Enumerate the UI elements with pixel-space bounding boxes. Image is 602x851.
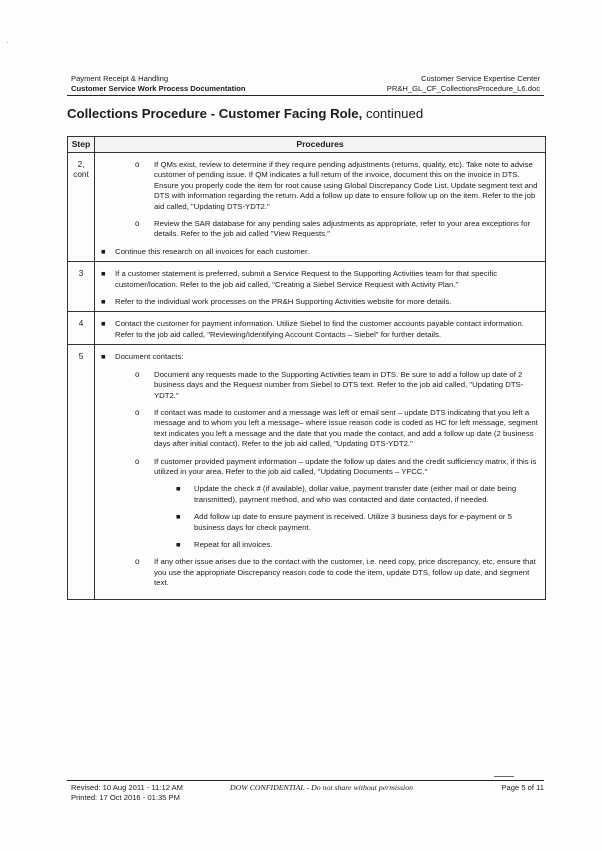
circle-bullet-icon: o — [135, 456, 140, 466]
table-header-row — [68, 137, 546, 153]
square-bullet-icon: ■ — [101, 352, 106, 362]
procedures-column-header: Procedures — [95, 137, 546, 153]
list-item — [95, 512, 539, 533]
list-item-text: Review the SAR database for any pending sales adjustments as appropriate, refer to your area exceptions for details. Refer to the job aid called "View Requests." — [154, 219, 531, 239]
procedure-cell — [95, 262, 546, 312]
title-main: Collections Procedure - Customer Facing Role, — [67, 106, 363, 121]
list-item — [95, 160, 539, 212]
procedure-table — [67, 136, 546, 600]
header-left-line2: Customer Service Work Process Documentation — [71, 83, 246, 93]
list-item — [95, 247, 539, 257]
list-item-text: If customer provided payment information – update the follow up dates and the credit sufficiency matrix, if this is utilized in your area. Refer to the job aid called, "Updating Documents – YFCC." — [154, 456, 537, 476]
table-row — [68, 345, 546, 599]
footer-rule — [67, 780, 544, 781]
list-item — [95, 219, 539, 240]
list-item — [95, 540, 539, 550]
revised-date: Revised: 10 Aug 2011 - 11:12 AM — [71, 783, 184, 792]
procedure-cell — [95, 153, 546, 262]
list-item — [95, 408, 539, 450]
list-item — [95, 352, 539, 362]
square-bullet-icon: ■ — [101, 319, 106, 329]
step-number-text: 2, cont — [73, 160, 89, 180]
step-number-text: 4 — [78, 319, 84, 329]
confidential-notice: DOW CONFIDENTIAL - Do not share without permission — [230, 783, 414, 792]
list-item-text: Add follow up date to ensure payment is received. Utilize 3 business days for e-payment or 5 business days for check payment. — [194, 512, 512, 532]
list-item — [95, 370, 539, 401]
list-item — [95, 269, 539, 290]
list-item-text: Continue this research on all invoices for each customer. — [115, 246, 310, 256]
circle-bullet-icon: o — [135, 219, 140, 229]
square-bullet-icon: ■ — [101, 297, 106, 307]
square-bullet-icon: ■ — [101, 246, 106, 256]
header-rule — [67, 95, 544, 96]
header-right-line1: Customer Service Expertise Center — [420, 74, 540, 83]
table-row — [68, 312, 546, 345]
step-number-text: 3 — [78, 269, 84, 279]
header-left-line1: Payment Receipt & Handling — [71, 74, 169, 83]
step-number-text: 5 — [78, 352, 84, 362]
procedure-cell — [95, 312, 546, 345]
square-bullet-icon: ■ — [176, 539, 181, 549]
footer-dates — [71, 783, 183, 803]
square-bullet-icon: ■ — [176, 512, 181, 522]
table-row — [68, 262, 546, 312]
circle-bullet-icon: o — [135, 557, 140, 567]
list-item — [95, 484, 539, 505]
step-number — [68, 312, 95, 345]
list-item — [95, 297, 539, 307]
circle-bullet-icon: o — [135, 407, 140, 417]
printed-date: Printed: 17 Oct 2016 - 01:35 PM — [71, 793, 180, 802]
footer-tick-mark — [494, 776, 514, 777]
table-row — [68, 153, 546, 262]
list-item-text: Repeat for all invoices. — [194, 539, 273, 549]
header-right-line2: PR&H_GL_CF_CollectionsProcedure_L6.doc — [386, 83, 540, 93]
circle-bullet-icon: o — [135, 369, 140, 379]
list-item — [95, 557, 539, 588]
list-item-text: Document contacts: — [115, 352, 184, 362]
list-item-text: If contact was made to customer and a message was left or email sent – update DTS indicating that you left a message and to whom you left a message– where issue reason code is coded as HC for left message, segment text indicates you left a message and the date that you made the contact, and add a follow up date (2 business days after initial contact). Refer to the job aid called, "Updating DTS-YDT2." — [154, 407, 538, 449]
procedure-cell — [95, 345, 546, 599]
page-title — [67, 106, 423, 121]
list-item-text: Contact the customer for payment information. Utilize Siebel to find the customer accounts payable contact information. Refer to the job aid called, "Reviewing/Identifying Account Contacts – Siebel" for further details. — [115, 319, 524, 339]
list-item — [95, 457, 539, 478]
list-item-text: If QMs exist, review to determine if they require pending adjustments (returns, quality, etc). Take note to advise customer of pending issue. If QM indicates a full return of the invoice, document this on the invoice in DTS. Ensure you properly code the item for root cause using Global Discrepancy Code List. Update segment text and DTS with information regarding the return. Add a follow up date to ensure follow up on the item. Refer to the job aid called, "Updating DTS-YDT2." — [154, 160, 538, 211]
header-left — [71, 74, 246, 93]
step-number — [68, 153, 95, 262]
list-item-text: If a customer statement is preferred, submit a Service Request to the Supporting Activities team for that specific customer/location. Refer to the job aid called, "Creating a Siebel Service Request with Activity Plan." — [115, 269, 498, 289]
square-bullet-icon: ■ — [176, 484, 181, 494]
scan-mark: · — [6, 38, 9, 47]
page-number: Page 5 of 11 — [501, 783, 544, 792]
list-item-text: Update the check # (if available), dollar value, payment transfer date (either mail or date being transmitted), payment method, and who was contacted and date contacted, if needed. — [194, 484, 517, 504]
header-right — [387, 74, 540, 93]
list-item-text: If any other issue arises due to the contact with the customer, i.e. need copy, price discrepancy, etc, ensure that you use the appropriate Discrepancy reason code to code the item, update DTS, follow up date, and segment text. — [154, 557, 536, 588]
circle-bullet-icon: o — [135, 160, 140, 169]
list-item-text: Refer to the individual work processes on the PR&H Supporting Activities website for more details. — [115, 297, 452, 307]
step-number — [68, 345, 95, 599]
step-number — [68, 262, 95, 312]
square-bullet-icon: ■ — [101, 269, 106, 279]
list-item-text: Document any requests made to the Supporting Activities team in DTS. Be sure to add a follow up date of 2 business days and the Request number from Siebel to DTS text. Refer to the job aid called, "Updating DTS-YDT2." — [154, 369, 524, 400]
title-continued: continued — [362, 106, 424, 121]
step-column-header: Step — [68, 137, 95, 153]
list-item — [95, 319, 539, 340]
